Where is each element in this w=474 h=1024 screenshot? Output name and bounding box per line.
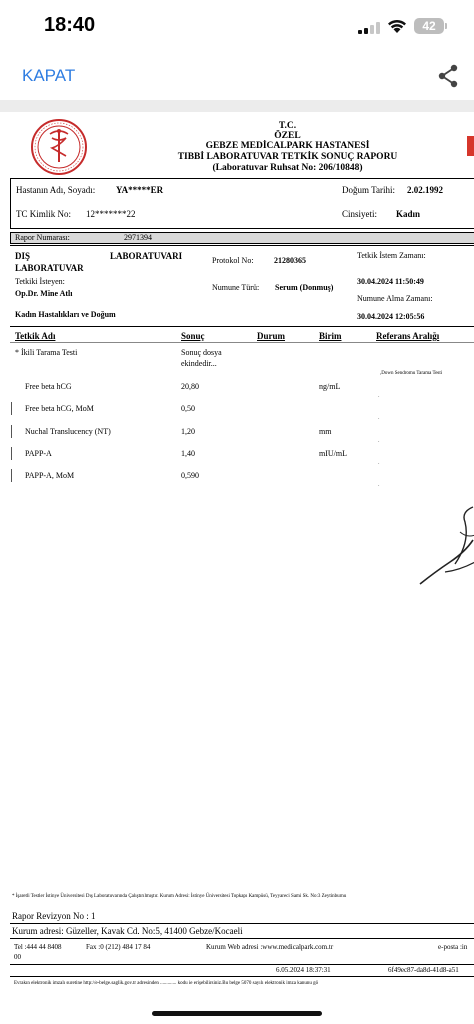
- divider: [10, 923, 474, 924]
- lab-name-line2: LABORATUVAR: [15, 263, 84, 273]
- share-icon[interactable]: [437, 64, 459, 88]
- lab-name-left: DIŞ: [15, 251, 31, 261]
- header-ozel: ÖZEL: [274, 131, 301, 141]
- home-indicator[interactable]: [152, 1011, 322, 1016]
- col-header-status: Durum: [257, 331, 286, 341]
- header-tc: T.C.: [278, 121, 297, 131]
- test-unit: ng/mL: [319, 382, 341, 391]
- footer-esign-note: Evrakın elektronik imzalı suretine http://e-belge.saglik.gov.tr adresinden ............. kodu ie erişebilirsiniz.Bu belge 5070 sayılı elektronik imza kanunu gö: [14, 981, 319, 986]
- footer-revision: Rapor Revizyon No : 1: [12, 911, 96, 921]
- divider: [10, 326, 474, 327]
- footer-fax: Fax :0 (212) 484 17 84: [86, 943, 151, 951]
- test-reference: .: [378, 393, 380, 399]
- cellular-signal-icon: [358, 22, 380, 34]
- dob-value: 2.02.1992: [407, 185, 443, 195]
- protocol-label: Protokol No:: [212, 256, 254, 265]
- status-time: 18:40: [44, 14, 96, 36]
- row-marker: [11, 447, 12, 460]
- doctor-signature: [415, 502, 474, 592]
- test-name: PAPP-A: [25, 449, 52, 458]
- name-label: Hastanın Adı, Soyadı:: [16, 185, 96, 195]
- divider: [10, 342, 474, 343]
- reference-note: ,Down Sendromu Tarama Testi: [380, 371, 443, 376]
- header-license: (Laboratuvar Ruhsat No: 206/10848): [212, 163, 363, 173]
- tc-label: TC Kimlik No:: [16, 209, 72, 219]
- col-header-test: Tetkik Adı: [15, 331, 56, 341]
- test-group-name: * İkili Tarama Testi: [15, 348, 78, 357]
- request-time-value: 30.04.2024 11:50:49: [357, 277, 424, 286]
- footer-print-date: 6.05.2024 18:37:31: [276, 966, 331, 974]
- test-value: 1,20: [181, 427, 195, 436]
- report-number-value: 2971394: [124, 233, 152, 242]
- group-result-line1: Sonuç dosya: [181, 348, 222, 357]
- sample-type-label: Numune Türü:: [212, 283, 260, 292]
- test-reference: .: [378, 415, 380, 421]
- row-marker: [11, 425, 12, 438]
- footer-tel-cont: 00: [14, 953, 21, 961]
- col-header-result: Sonuç: [181, 331, 205, 341]
- battery-indicator: 42: [414, 18, 444, 34]
- test-reference: .: [378, 460, 380, 466]
- col-header-unit: Birim: [319, 331, 342, 341]
- test-name: PAPP-A, MoM: [25, 471, 75, 480]
- wifi-icon: [387, 18, 407, 34]
- footer-email: e-posta :in: [438, 943, 468, 951]
- test-unit: mIU/mL: [319, 449, 347, 458]
- request-time-label: Tetkik İstem Zamanı:: [357, 251, 426, 260]
- divider: [10, 964, 474, 965]
- gender-label: Cinsiyeti:: [342, 209, 378, 219]
- red-edge-tab: [467, 136, 474, 156]
- lab-report-page[interactable]: [0, 112, 474, 1012]
- protocol-value: 21280365: [274, 256, 306, 265]
- department-value: Kadın Hastalıkları ve Doğum: [15, 310, 116, 319]
- test-reference: .: [378, 438, 380, 444]
- dob-label: Doğum Tarihi:: [342, 185, 395, 195]
- requester-label: Tetkiki İsteyen:: [15, 277, 65, 286]
- header-hospital-name: GEBZE MEDİCALPARK HASTANESİ: [205, 141, 370, 151]
- footer-asterisk-note: * İşaretli Testler İstinye Üniversitesi Dış Laboratuvarında Çalıştırılmıştır. Kurum Adresi: İstinye Üniversitesi Topkapı Kampüsü, Teyyareci Sami Sk. No:3 Zeytinburnu: [12, 894, 347, 899]
- footer-web: Kurum Web adresi :www.medicalpark.com.tr: [206, 943, 334, 951]
- row-marker: [11, 469, 12, 482]
- divider: [10, 976, 474, 977]
- status-bar: [0, 0, 474, 54]
- report-number-label: Rapor Numarası:: [15, 233, 70, 242]
- group-result-line2: ekindedir...: [181, 359, 217, 368]
- header-report-title: TIBBİ LABORATUVAR TETKİK SONUÇ RAPORU: [177, 152, 398, 162]
- ministry-of-health-logo: [30, 118, 88, 176]
- sample-time-value: 30.04.2024 12:05:56: [357, 312, 425, 321]
- test-name: Free beta hCG: [25, 382, 72, 391]
- close-button[interactable]: KAPAT: [22, 66, 76, 85]
- nav-bar: [0, 54, 474, 102]
- test-value: 1,40: [181, 449, 195, 458]
- test-name: Free beta hCG, MoM: [25, 404, 94, 413]
- test-value: 0,590: [181, 471, 199, 480]
- tc-value: 12*******22: [86, 209, 136, 219]
- test-name: Nuchal Translucency (NT): [25, 427, 111, 436]
- sample-time-label: Numune Alma Zamanı:: [357, 294, 433, 303]
- requester-value: Op.Dr. Mine Atlı: [15, 289, 73, 298]
- divider: [10, 938, 474, 939]
- footer-tel: Tel :444 44 8408: [14, 943, 62, 951]
- test-unit: mm: [319, 427, 332, 436]
- col-header-reference: Referans Aralığı: [376, 331, 440, 341]
- row-marker: [11, 402, 12, 415]
- test-value: 0,50: [181, 404, 195, 413]
- footer-doc-code: 6f49ec87-da8d-41d8-a51: [388, 966, 459, 974]
- test-value: 20,80: [181, 382, 199, 391]
- report-number-bar: [10, 232, 474, 244]
- footer-address: Kurum adresi: Güzeller, Kavak Cd. No:5, 41400 Gebze/Kocaeli: [12, 926, 243, 936]
- sample-type-value: Serum (Donmuş): [275, 283, 334, 292]
- lab-name-right: LABORATUVARI: [110, 251, 183, 261]
- test-reference: .: [378, 482, 380, 488]
- divider: [10, 245, 474, 246]
- name-value: YA*****ER: [116, 185, 164, 195]
- gender-value: Kadın: [396, 209, 421, 219]
